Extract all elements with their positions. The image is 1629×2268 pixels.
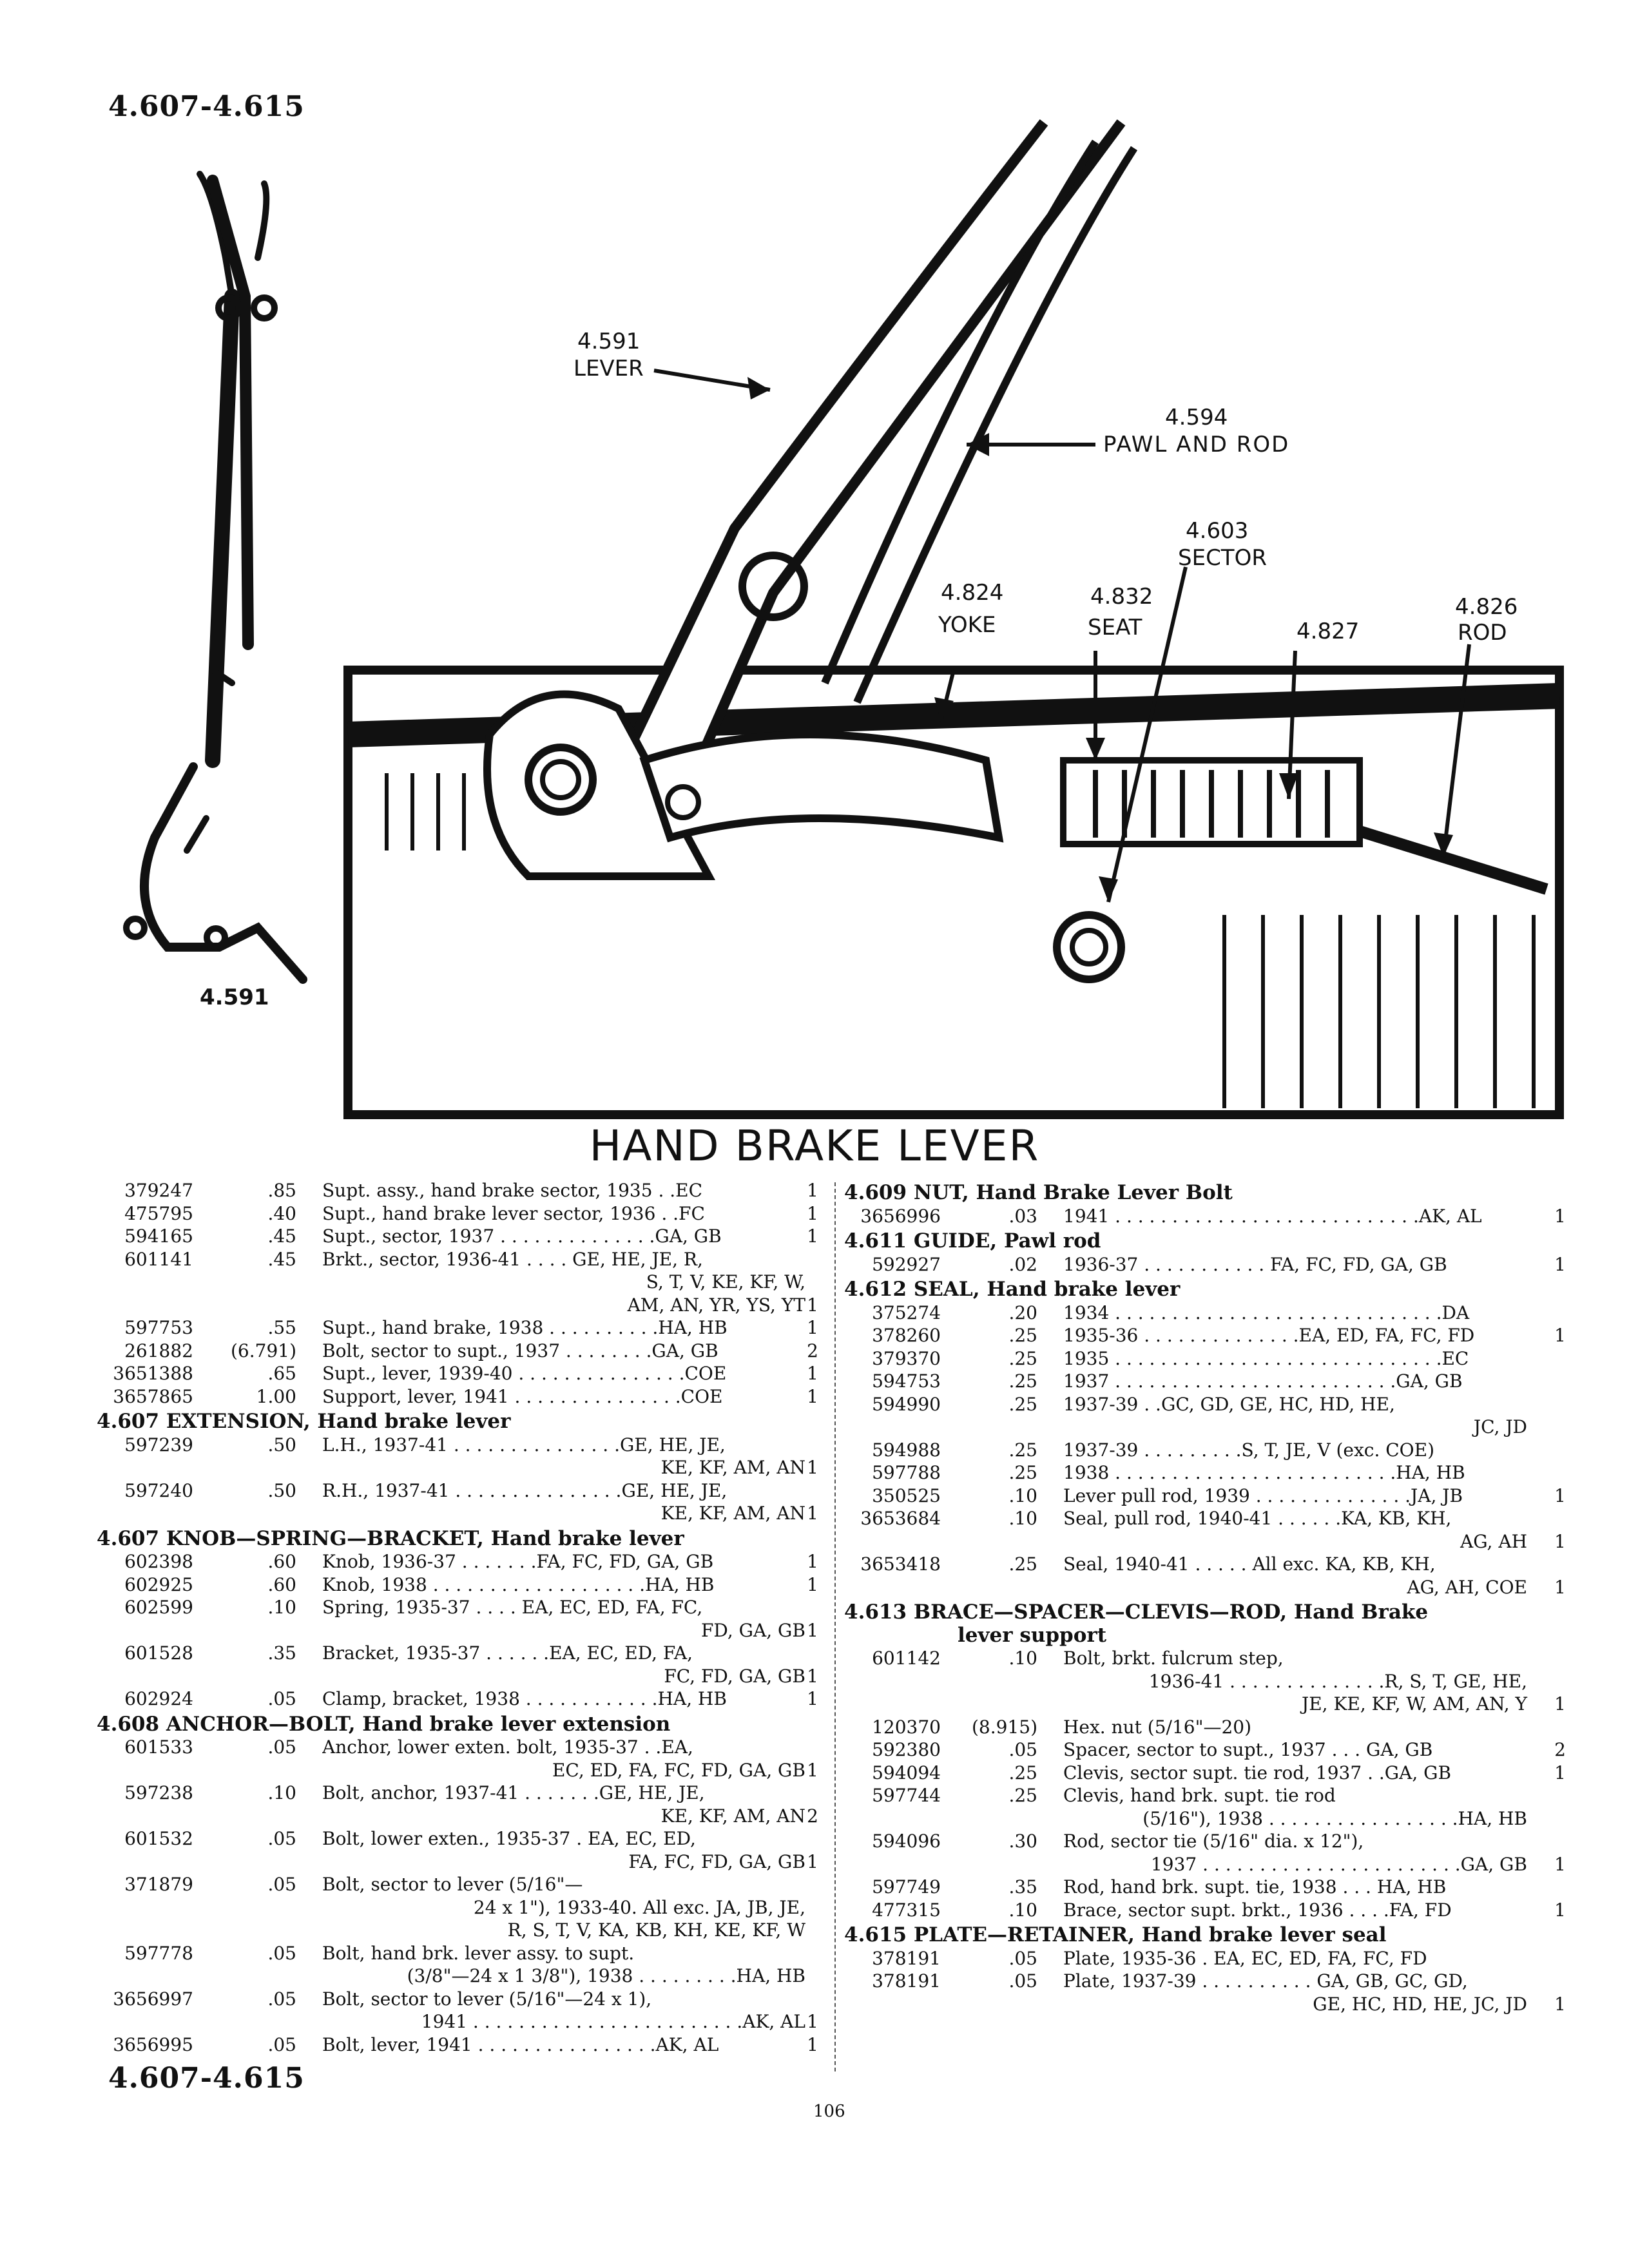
part-price: (6.791) bbox=[230, 1340, 296, 1361]
part-number: 120370 bbox=[872, 1716, 941, 1738]
part-row bbox=[844, 1762, 1566, 1785]
page-ref-bottom: 4.607-4.615 bbox=[108, 2062, 305, 2095]
part-price: .30 bbox=[1008, 1831, 1037, 1852]
part-row bbox=[97, 1596, 818, 1619]
part-row bbox=[97, 1988, 818, 2011]
callout-lever-text: LEVER bbox=[574, 356, 644, 381]
part-description: Clevis, sector supt. tie rod, 1937 . .GA, GB bbox=[1063, 1762, 1452, 1783]
part-row bbox=[844, 1205, 1566, 1228]
part-price: .25 bbox=[1008, 1347, 1037, 1369]
part-number: 3651388 bbox=[113, 1363, 193, 1384]
callout-seat-number: 4.832 bbox=[1090, 584, 1153, 610]
part-row bbox=[844, 1507, 1566, 1530]
callout-rod-number: 4.826 bbox=[1455, 594, 1518, 620]
part-quantity: 1 bbox=[807, 1457, 818, 1478]
part-description: GE, HC, HD, HE, JC, JD bbox=[1313, 1993, 1527, 2015]
part-description: 1938 . . . . . . . . . . . . . . . . . . . . . . . . .HA, HB bbox=[1063, 1462, 1465, 1483]
part-description: FC, FD, GA, GB bbox=[664, 1665, 805, 1687]
section-heading: 4.607 EXTENSION, Hand brake lever bbox=[97, 1410, 511, 1433]
part-price: .10 bbox=[1008, 1485, 1037, 1506]
part-description: Knob, 1936-37 . . . . . . .FA, FC, FD, GA, GB bbox=[322, 1551, 714, 1572]
part-quantity: 2 bbox=[1554, 1739, 1566, 1760]
part-row bbox=[844, 1393, 1566, 1416]
part-number: 350525 bbox=[872, 1485, 941, 1506]
part-row bbox=[97, 1385, 818, 1408]
part-price: .45 bbox=[267, 1248, 296, 1270]
part-description: 1937 . . . . . . . . . . . . . . . . . . . . . . .GA, GB bbox=[1150, 1853, 1527, 1875]
part-row bbox=[844, 1993, 1566, 2016]
part-number: 602599 bbox=[124, 1597, 193, 1618]
part-row bbox=[97, 1619, 818, 1642]
part-number: 594753 bbox=[872, 1370, 941, 1392]
part-number: 597749 bbox=[872, 1876, 941, 1898]
part-description: Bolt, lower exten., 1935-37 . EA, EC, ED, bbox=[322, 1828, 696, 1849]
part-price: .10 bbox=[1008, 1648, 1037, 1669]
part-quantity: 1 bbox=[807, 2011, 818, 2032]
part-description: Supt. assy., hand brake sector, 1935 . .EC bbox=[322, 1180, 703, 1201]
part-description: (3/8"—24 x 1 3/8"), 1938 . . . . . . . . .HA, HB bbox=[407, 1965, 805, 1986]
part-number: 602398 bbox=[124, 1551, 193, 1572]
part-price: .50 bbox=[267, 1434, 296, 1456]
part-description: Bolt, sector to lever (5/16"— bbox=[322, 1874, 583, 1895]
part-number: 592380 bbox=[872, 1739, 941, 1760]
part-description: JE, KE, KF, W, AM, AN, Y bbox=[1302, 1693, 1527, 1715]
part-quantity: 2 bbox=[807, 1805, 818, 1827]
part-row bbox=[97, 2033, 818, 2057]
part-description: 1935-36 . . . . . . . . . . . . . .EA, ED, FA, FC, FD bbox=[1063, 1325, 1475, 1346]
part-description: Supt., lever, 1939-40 . . . . . . . . . . . . . . .COE bbox=[322, 1363, 727, 1384]
callout-yoke-text: YOKE bbox=[938, 612, 996, 638]
part-number: 594990 bbox=[872, 1393, 941, 1415]
part-quantity: 1 bbox=[1554, 1853, 1566, 1875]
part-price: .25 bbox=[1008, 1553, 1037, 1575]
part-description: Bolt, sector to supt., 1937 . . . . . . . .GA, GB bbox=[322, 1340, 718, 1361]
part-quantity: 1 bbox=[807, 1180, 818, 1201]
part-description: Bolt, brkt. fulcrum step, bbox=[1063, 1648, 1284, 1669]
part-row bbox=[844, 1485, 1566, 1508]
part-description: Supt., hand brake, 1938 . . . . . . . . . .HA, HB bbox=[322, 1317, 728, 1338]
page-title: HAND BRAKE LEVER bbox=[589, 1121, 1040, 1171]
part-price: .60 bbox=[267, 1573, 296, 1595]
part-number: 597238 bbox=[124, 1782, 193, 1803]
part-price: .65 bbox=[267, 1363, 296, 1384]
callout-lever-number: 4.591 bbox=[577, 329, 641, 354]
part-description: Bracket, 1935-37 . . . . . .EA, EC, ED, FA, bbox=[322, 1642, 693, 1664]
part-row bbox=[844, 1853, 1566, 1876]
part-description: AM, AN, YR, YS, YT bbox=[627, 1294, 805, 1316]
part-price: .25 bbox=[1008, 1370, 1037, 1392]
part-row bbox=[97, 1782, 818, 1805]
part-row bbox=[97, 1736, 818, 1759]
part-row bbox=[97, 1202, 818, 1225]
part-price: .25 bbox=[1008, 1462, 1037, 1483]
part-number: 601528 bbox=[124, 1642, 193, 1664]
part-price: 1.00 bbox=[256, 1385, 296, 1407]
part-row bbox=[97, 1965, 818, 1988]
part-price: .45 bbox=[267, 1225, 296, 1247]
part-description: JC, JD bbox=[1473, 1416, 1527, 1437]
part-number: 594988 bbox=[872, 1439, 941, 1461]
part-description: AG, AH, COE bbox=[1407, 1576, 1527, 1598]
part-row bbox=[97, 1340, 818, 1363]
part-row bbox=[844, 1970, 1566, 1993]
section-heading: 4.613 BRACE—SPACER—CLEVIS—ROD, Hand Brake bbox=[844, 1600, 1429, 1624]
part-description: Rod, hand brk. supt. tie, 1938 . . . HA, HB bbox=[1063, 1876, 1447, 1898]
part-price: .05 bbox=[267, 1874, 296, 1895]
part-description: KE, KF, AM, AN bbox=[660, 1503, 805, 1524]
part-price: .05 bbox=[1008, 1739, 1037, 1760]
part-number: 3653418 bbox=[860, 1553, 941, 1575]
left-parts-column bbox=[97, 1179, 818, 2056]
part-number: 597778 bbox=[124, 1942, 193, 1964]
part-quantity: 1 bbox=[1554, 1530, 1566, 1552]
callout-pawl-text: PAWL AND ROD bbox=[1103, 432, 1290, 457]
part-price: .05 bbox=[267, 1828, 296, 1849]
part-row bbox=[97, 1550, 818, 1573]
part-description: KE, KF, AM, AN bbox=[660, 1805, 805, 1827]
part-number: 601533 bbox=[124, 1736, 193, 1758]
part-description: FD, GA, GB bbox=[700, 1619, 805, 1641]
part-number: 592927 bbox=[872, 1253, 941, 1275]
part-description: 1934 . . . . . . . . . . . . . . . . . . . . . . . . . . . . .DA bbox=[1063, 1302, 1470, 1323]
part-description: Seal, pull rod, 1940-41 . . . . . .KA, KB, KH, bbox=[1063, 1508, 1452, 1529]
section-heading: 4.611 GUIDE, Pawl rod bbox=[844, 1229, 1101, 1253]
part-number: 477315 bbox=[872, 1899, 941, 1921]
part-price: .05 bbox=[1008, 1947, 1037, 1969]
part-price: .25 bbox=[1008, 1439, 1037, 1461]
part-number: 371879 bbox=[124, 1874, 193, 1895]
part-description: Supt., sector, 1937 . . . . . . . . . . . . . .GA, GB bbox=[322, 1225, 722, 1247]
part-price: .40 bbox=[267, 1202, 296, 1224]
part-quantity: 1 bbox=[807, 1503, 818, 1524]
part-row bbox=[844, 1576, 1566, 1599]
part-number: 601532 bbox=[124, 1828, 193, 1849]
part-description: Hex. nut (5/16"—20) bbox=[1063, 1716, 1252, 1738]
part-quantity: 1 bbox=[1554, 1993, 1566, 2015]
part-quantity: 1 bbox=[807, 1202, 818, 1224]
part-row bbox=[97, 1642, 818, 1665]
part-description: 24 x 1"), 1933-40. All exc. JA, JB, JE, bbox=[473, 1896, 805, 1918]
part-description: 1937 . . . . . . . . . . . . . . . . . . . . . . . . .GA, GB bbox=[1063, 1370, 1463, 1392]
part-price: .05 bbox=[267, 1942, 296, 1964]
section-heading: 4.609 NUT, Hand Brake Lever Bolt bbox=[844, 1181, 1233, 1204]
part-description: EC, ED, FA, FC, FD, GA, GB bbox=[552, 1759, 805, 1781]
part-row bbox=[844, 1647, 1566, 1670]
section-heading: 4.615 PLATE—RETAINER, Hand brake lever seal bbox=[844, 1923, 1387, 1946]
part-row bbox=[844, 1553, 1566, 1576]
part-quantity: 1 bbox=[1554, 1485, 1566, 1506]
part-number: 3657865 bbox=[113, 1385, 193, 1407]
part-quantity: 2 bbox=[807, 1340, 818, 1361]
part-description: L.H., 1937-41 . . . . . . . . . . . . . . .GE, HE, JE, bbox=[322, 1434, 726, 1456]
part-quantity: 1 bbox=[807, 1551, 818, 1572]
part-quantity: 1 bbox=[807, 1225, 818, 1247]
part-description: Spacer, sector to supt., 1937 . . . GA, GB bbox=[1063, 1739, 1433, 1760]
part-row bbox=[844, 1807, 1566, 1831]
part-description: 1936-37 . . . . . . . . . . . FA, FC, FD, GA, GB bbox=[1063, 1253, 1447, 1275]
part-description: R, S, T, V, KA, KB, KH, KE, KF, W bbox=[507, 1919, 805, 1941]
part-price: .60 bbox=[267, 1551, 296, 1572]
part-description: Lever pull rod, 1939 . . . . . . . . . . . . . .JA, JB bbox=[1063, 1485, 1463, 1506]
part-price: .05 bbox=[267, 1988, 296, 2010]
part-description: Anchor, lower exten. bolt, 1935-37 . .EA, bbox=[322, 1736, 693, 1758]
part-row bbox=[844, 1530, 1566, 1553]
part-description: Plate, 1935-36 . EA, EC, ED, FA, FC, FD bbox=[1063, 1947, 1427, 1969]
part-description: 1937-39 . .GC, GD, GE, HC, HD, HE, bbox=[1063, 1393, 1395, 1415]
part-number: 379247 bbox=[124, 1180, 193, 1201]
part-number: 375274 bbox=[872, 1302, 941, 1323]
part-price: .25 bbox=[1008, 1393, 1037, 1415]
part-row bbox=[97, 1179, 818, 1202]
part-quantity: 1 bbox=[1554, 1762, 1566, 1783]
part-row bbox=[97, 1479, 818, 1503]
part-row bbox=[844, 1947, 1566, 1970]
part-number: 3656997 bbox=[113, 1988, 193, 2010]
part-quantity: 1 bbox=[807, 1573, 818, 1595]
part-quantity: 1 bbox=[807, 1619, 818, 1641]
page-ref-top: 4.607-4.615 bbox=[108, 90, 305, 123]
part-row bbox=[844, 1670, 1566, 1693]
section-subheading: lever support bbox=[958, 1623, 1107, 1647]
part-description: 1941 . . . . . . . . . . . . . . . . . . . . . . . .AK, AL bbox=[421, 2011, 805, 2032]
part-price: .10 bbox=[267, 1782, 296, 1803]
part-number: 601141 bbox=[124, 1248, 193, 1270]
part-number: 594165 bbox=[124, 1225, 193, 1247]
callout-sector-text: SECTOR bbox=[1178, 545, 1267, 571]
part-row bbox=[97, 1919, 818, 1942]
part-description: Spring, 1935-37 . . . . EA, EC, ED, FA, FC, bbox=[322, 1597, 703, 1618]
part-row bbox=[97, 1316, 818, 1340]
part-number: 378260 bbox=[872, 1325, 941, 1346]
part-description: Brace, sector supt. brkt., 1936 . . . .FA, FD bbox=[1063, 1899, 1452, 1921]
part-number: 601142 bbox=[872, 1648, 941, 1669]
page-number: 106 bbox=[813, 2102, 845, 2121]
part-number: 597753 bbox=[124, 1317, 193, 1338]
part-description: Seal, 1940-41 . . . . . All exc. KA, KB, KH, bbox=[1063, 1553, 1436, 1575]
part-price: .05 bbox=[267, 2033, 296, 2055]
part-row bbox=[844, 1693, 1566, 1716]
part-description: Knob, 1938 . . . . . . . . . . . . . . . . . . .HA, HB bbox=[322, 1573, 715, 1595]
part-quantity: 1 bbox=[807, 1363, 818, 1384]
part-row bbox=[97, 1362, 818, 1385]
part-price: .50 bbox=[267, 1479, 296, 1501]
part-quantity: 1 bbox=[807, 1759, 818, 1781]
part-description: 1936-41 . . . . . . . . . . . . . .R, S, T, GE, HE, bbox=[1148, 1670, 1527, 1692]
part-description: 1937-39 . . . . . . . . .S, T, JE, V (exc. COE) bbox=[1063, 1439, 1434, 1461]
part-row bbox=[97, 1687, 818, 1711]
part-description: R.H., 1937-41 . . . . . . . . . . . . . . .GE, HE, JE, bbox=[322, 1479, 728, 1501]
part-row bbox=[844, 1899, 1566, 1922]
section-heading: 4.607 KNOB—SPRING—BRACKET, Hand brake lever bbox=[97, 1526, 684, 1550]
callout-sector-number: 4.603 bbox=[1186, 518, 1249, 544]
part-row bbox=[97, 1805, 818, 1828]
part-description: Clevis, hand brk. supt. tie rod bbox=[1063, 1785, 1336, 1806]
part-number: 475795 bbox=[124, 1202, 193, 1224]
part-description: Rod, sector tie (5/16" dia. x 12"), bbox=[1063, 1831, 1364, 1852]
part-row bbox=[97, 1271, 818, 1294]
part-row bbox=[97, 1873, 818, 1896]
part-description: 1935 . . . . . . . . . . . . . . . . . . . . . . . . . . . . .EC bbox=[1063, 1347, 1469, 1369]
part-price: .85 bbox=[267, 1180, 296, 1201]
part-price: .10 bbox=[1008, 1899, 1037, 1921]
part-price: .20 bbox=[1008, 1302, 1037, 1323]
part-price: .35 bbox=[267, 1642, 296, 1664]
part-quantity: 1 bbox=[1554, 1253, 1566, 1275]
callout-spring-number: 4.827 bbox=[1296, 619, 1360, 644]
callout-yoke-number: 4.824 bbox=[941, 580, 1004, 606]
part-quantity: 1 bbox=[1554, 1693, 1566, 1715]
part-number: 378191 bbox=[872, 1947, 941, 1969]
part-number: 379370 bbox=[872, 1347, 941, 1369]
right-parts-column bbox=[844, 1179, 1566, 2015]
part-number: 594094 bbox=[872, 1762, 941, 1783]
callout-pawl-number: 4.594 bbox=[1165, 405, 1228, 430]
part-row bbox=[844, 1461, 1566, 1485]
part-row bbox=[844, 1253, 1566, 1276]
part-row bbox=[97, 1942, 818, 1965]
part-price: .25 bbox=[1008, 1762, 1037, 1783]
part-description: Clamp, bracket, 1938 . . . . . . . . . . . .HA, HB bbox=[322, 1688, 727, 1709]
part-quantity: 1 bbox=[1554, 1576, 1566, 1598]
part-description: Supt., hand brake lever sector, 1936 . .FC bbox=[322, 1202, 705, 1224]
part-quantity: 1 bbox=[807, 1688, 818, 1709]
part-row bbox=[844, 1347, 1566, 1370]
part-row bbox=[844, 1716, 1566, 1739]
part-price: .05 bbox=[1008, 1970, 1037, 1992]
part-number: 378191 bbox=[872, 1970, 941, 1992]
part-price: .10 bbox=[1008, 1508, 1037, 1529]
part-description: 1941 . . . . . . . . . . . . . . . . . . . . . . . . . . .AK, AL bbox=[1063, 1205, 1482, 1227]
part-number: 597240 bbox=[124, 1479, 193, 1501]
part-description: Bolt, lever, 1941 . . . . . . . . . . . . . . . .AK, AL bbox=[322, 2033, 719, 2055]
part-row bbox=[97, 1759, 818, 1782]
part-row bbox=[844, 1302, 1566, 1325]
hand-brake-lever-illustration bbox=[0, 0, 1629, 1121]
part-price: .05 bbox=[267, 1736, 296, 1758]
part-price: .05 bbox=[267, 1688, 296, 1709]
section-heading: 4.608 ANCHOR—BOLT, Hand brake lever extension bbox=[97, 1712, 671, 1736]
part-number: 594096 bbox=[872, 1831, 941, 1852]
part-quantity: 1 bbox=[807, 1850, 818, 1872]
part-quantity: 1 bbox=[1554, 1205, 1566, 1227]
part-price: .10 bbox=[267, 1597, 296, 1618]
part-row bbox=[97, 1827, 818, 1850]
part-number: 597788 bbox=[872, 1462, 941, 1483]
part-row bbox=[97, 1248, 818, 1271]
part-price: .25 bbox=[1008, 1785, 1037, 1806]
part-row bbox=[97, 1456, 818, 1479]
part-row bbox=[844, 1324, 1566, 1347]
part-quantity: 1 bbox=[1554, 1325, 1566, 1346]
part-number: 261882 bbox=[124, 1340, 193, 1361]
part-number: 597744 bbox=[872, 1785, 941, 1806]
part-description: Bolt, anchor, 1937-41 . . . . . . .GE, HE, JE, bbox=[322, 1782, 705, 1803]
part-description: S, T, V, KE, KF, W, bbox=[646, 1271, 805, 1293]
part-price: .25 bbox=[1008, 1325, 1037, 1346]
part-price: .02 bbox=[1008, 1253, 1037, 1275]
part-number: 602925 bbox=[124, 1573, 193, 1595]
callout-rod-text: ROD bbox=[1458, 620, 1507, 646]
part-quantity: 1 bbox=[807, 2033, 818, 2055]
part-description: Brkt., sector, 1936-41 . . . . GE, HE, JE, R, bbox=[322, 1248, 703, 1270]
part-quantity: 1 bbox=[807, 1385, 818, 1407]
part-row bbox=[844, 1370, 1566, 1393]
inset-label: 4.591 bbox=[200, 985, 269, 1010]
part-quantity: 1 bbox=[807, 1317, 818, 1338]
part-row bbox=[844, 1439, 1566, 1462]
callout-seat-text: SEAT bbox=[1088, 615, 1142, 640]
part-row bbox=[844, 1738, 1566, 1762]
part-row bbox=[97, 1225, 818, 1248]
part-number: 3653684 bbox=[860, 1508, 941, 1529]
part-row bbox=[97, 1896, 818, 1919]
part-quantity: 1 bbox=[807, 1294, 818, 1316]
part-row bbox=[97, 1502, 818, 1525]
part-row bbox=[97, 1294, 818, 1317]
part-row bbox=[97, 1434, 818, 1457]
part-number: 3656996 bbox=[860, 1205, 941, 1227]
part-description: AG, AH bbox=[1460, 1530, 1527, 1552]
part-description: Plate, 1937-39 . . . . . . . . . . GA, GB, GC, GD, bbox=[1063, 1970, 1468, 1992]
part-description: Bolt, hand brk. lever assy. to supt. bbox=[322, 1942, 635, 1964]
part-description: (5/16"), 1938 . . . . . . . . . . . . . . . . .HA, HB bbox=[1142, 1807, 1527, 1829]
part-row bbox=[844, 1830, 1566, 1853]
part-row bbox=[844, 1876, 1566, 1899]
part-row bbox=[97, 1665, 818, 1688]
column-divider bbox=[834, 1182, 836, 2071]
inset-lever-drawing bbox=[126, 174, 303, 979]
part-row bbox=[97, 1850, 818, 1874]
part-number: 597239 bbox=[124, 1434, 193, 1456]
part-description: KE, KF, AM, AN bbox=[660, 1457, 805, 1478]
part-row bbox=[97, 1573, 818, 1597]
part-number: 3656995 bbox=[113, 2033, 193, 2055]
part-price: .35 bbox=[1008, 1876, 1037, 1898]
part-description: FA, FC, FD, GA, GB bbox=[628, 1850, 805, 1872]
part-price: .03 bbox=[1008, 1205, 1037, 1227]
part-row bbox=[844, 1416, 1566, 1439]
part-price: (8.915) bbox=[971, 1716, 1037, 1738]
part-quantity: 1 bbox=[1554, 1899, 1566, 1921]
part-price: .55 bbox=[267, 1317, 296, 1338]
part-description: Support, lever, 1941 . . . . . . . . . . . . . . .COE bbox=[322, 1385, 723, 1407]
part-description: Bolt, sector to lever (5/16"—24 x 1), bbox=[322, 1988, 652, 2010]
part-row bbox=[97, 2010, 818, 2033]
section-heading: 4.612 SEAL, Hand brake lever bbox=[844, 1278, 1181, 1301]
part-row bbox=[844, 1784, 1566, 1807]
part-number: 602924 bbox=[124, 1688, 193, 1709]
part-quantity: 1 bbox=[807, 1665, 818, 1687]
